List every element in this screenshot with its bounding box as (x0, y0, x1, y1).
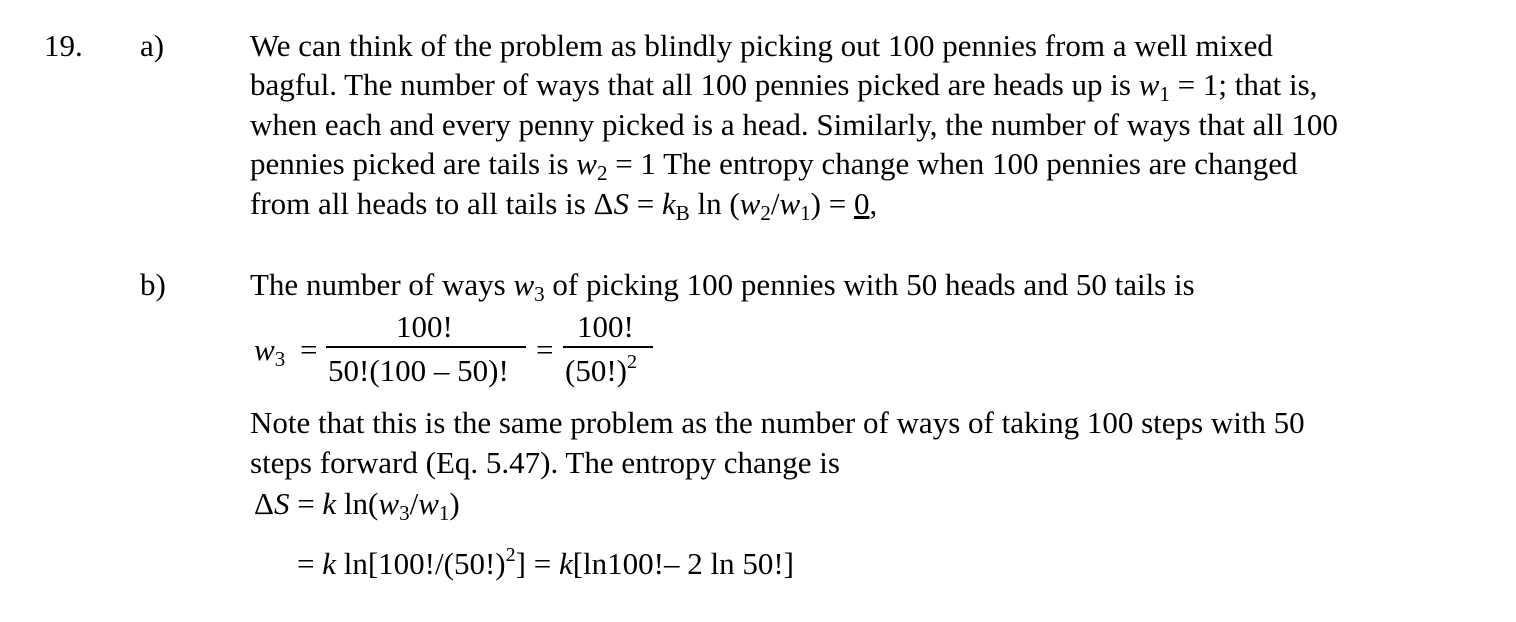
text: (50!) (565, 353, 627, 388)
result: 0 (853, 186, 870, 221)
text: ) (449, 486, 460, 521)
text: ln( (336, 486, 379, 521)
frac2-bar (563, 346, 653, 348)
var-S: S (613, 186, 629, 221)
text: The number of ways (250, 267, 514, 302)
frac2-denominator (565, 351, 637, 395)
superscript: 2 (626, 351, 637, 373)
part-a-line-2 (250, 65, 1317, 108)
frac1-numerator: 100! (396, 309, 453, 344)
var-w: w (418, 486, 439, 521)
var-k: k (661, 186, 676, 221)
subscript: B (675, 201, 690, 225)
text: / (435, 546, 444, 581)
subscript: 1 (438, 501, 450, 525)
var-w: w (739, 186, 761, 221)
part-b-line-1 (250, 265, 1195, 308)
text: ] = (515, 546, 559, 581)
eq1-lhs (254, 330, 285, 373)
text: ) = (810, 186, 854, 221)
eq1-equals-2: = (536, 332, 554, 367)
frac1-denominator: 50!(100 – 50)! (328, 353, 509, 388)
var-w: w (254, 332, 275, 367)
subscript: 1 (800, 201, 811, 225)
text: , (869, 186, 878, 221)
part-b-label: b) (140, 267, 166, 302)
var-k: k (322, 486, 337, 521)
text: / (409, 486, 419, 521)
part-b-note-2: steps forward (Eq. 5.47). The entropy change is (250, 445, 840, 480)
text: = (297, 546, 323, 581)
subscript: 3 (399, 501, 410, 525)
text: bagful. The number of ways that all 100 pennies picked are heads up is (250, 67, 1139, 102)
text: = (289, 486, 323, 521)
var-k: k (322, 546, 336, 581)
text: = 1; that is, (1169, 67, 1318, 102)
part-a-line-3: when each and every penny picked is a head. Similarly, the number of ways that all 100 (250, 107, 1338, 142)
text: from all heads to all tails is Δ (250, 186, 614, 221)
frac2-numerator: 100! (577, 309, 634, 344)
var-w: w (378, 486, 400, 521)
text: pennies picked are tails is (250, 146, 577, 181)
part-a-label: a) (140, 28, 165, 63)
subscript: 2 (596, 161, 608, 185)
part-b-note-1: Note that this is the same problem as the number of ways of taking 100 steps with 50 (250, 405, 1305, 440)
subscript: 3 (274, 347, 286, 371)
problem-number: 19. (44, 28, 83, 63)
text: (50!) (443, 546, 506, 581)
superscript: 2 (505, 544, 516, 566)
subscript: 3 (534, 282, 545, 306)
var-w: w (576, 146, 597, 181)
subscript: 2 (760, 201, 771, 225)
var-S: S (273, 486, 290, 521)
text: of picking 100 pennies with 50 heads and 50 tails is (544, 267, 1195, 302)
text: = 1 The entropy change when 100 pennies are changed (607, 146, 1298, 181)
var-w: w (779, 186, 801, 221)
var-w: w (513, 267, 535, 302)
var-k: k (558, 546, 573, 581)
part-a-line-1: We can think of the problem as blindly picking out 100 pennies from a well mixed (250, 28, 1273, 63)
part-a-line-5 (250, 184, 877, 227)
text: ln ( (689, 186, 740, 221)
delta: Δ (254, 486, 274, 521)
var-w: w (1138, 67, 1160, 102)
part-a-line-4 (250, 144, 1298, 187)
subscript: 1 (1159, 82, 1170, 106)
text: / (770, 186, 780, 221)
text: [ln100!– 2 ln 50!] (572, 546, 794, 581)
eq1-equals: = (300, 332, 318, 367)
equation-delta-s (254, 484, 460, 527)
frac1-bar (326, 346, 526, 348)
text: = (628, 186, 662, 221)
text: ln[100! (336, 546, 436, 581)
equation-entropy-expanded (297, 544, 794, 588)
